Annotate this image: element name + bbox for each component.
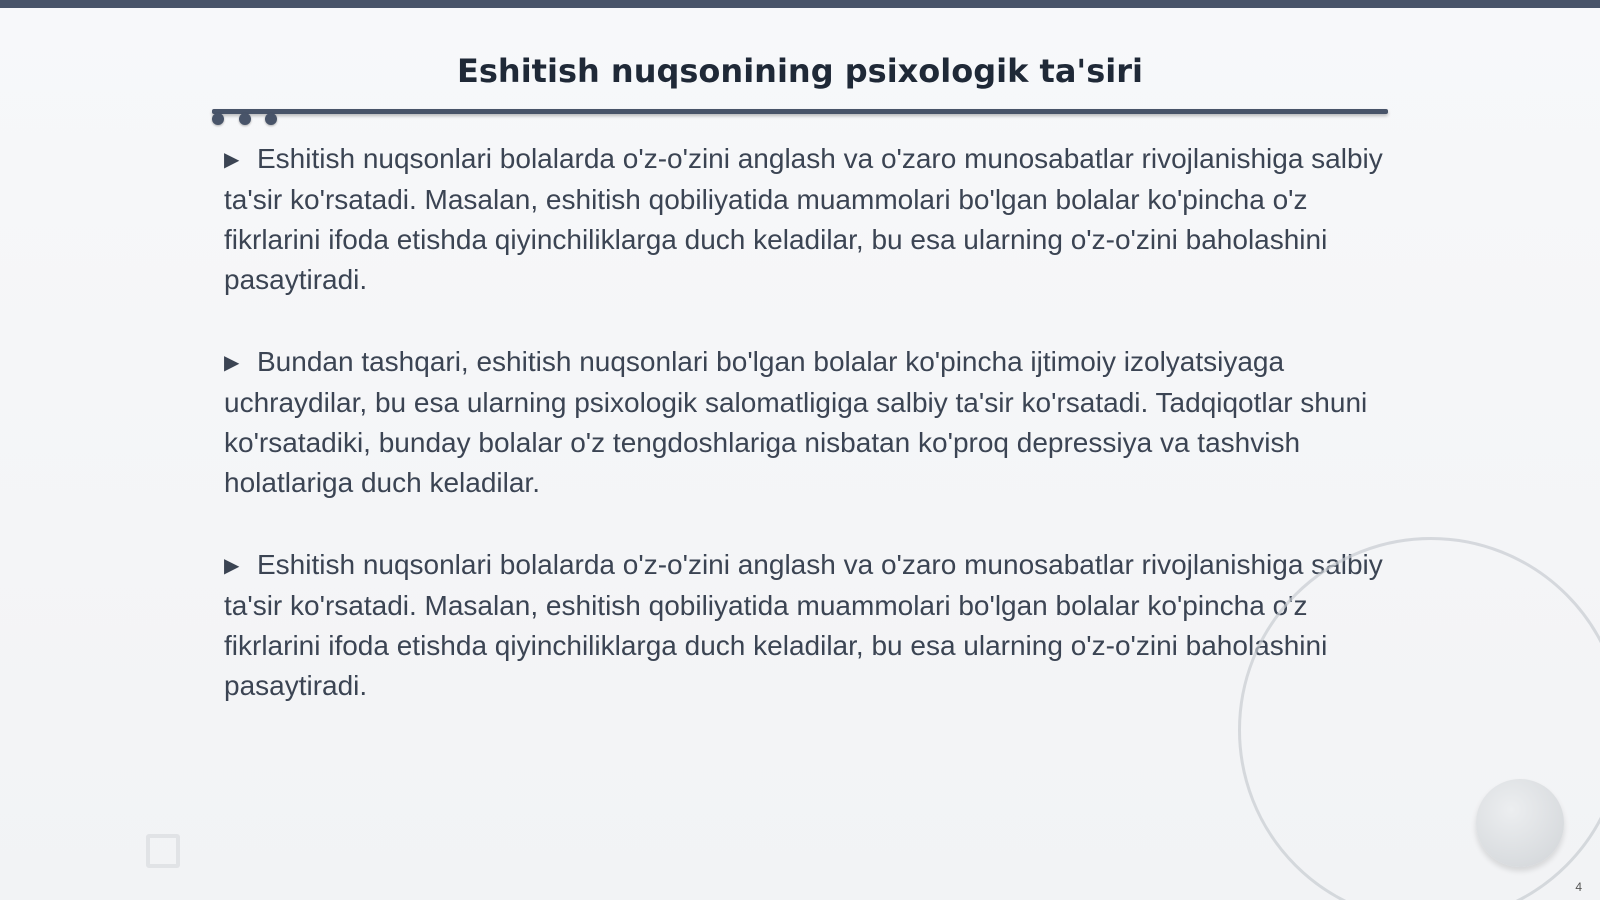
bullet-text: Eshitish nuqsonlari bolalarda o'z-o'zini anglash va o'zaro munosabatlar rivojlanishiga salbiy ta'sir ko'rsatadi. Masalan, eshitish qobiliyatida muammolari bo'lgan bolalar ko'pincha o'z fikrlarini ifoda etishda qiyinchiliklarga duch keladilar, bu esa ularning o'z-o'zini baholashini pasaytiradi. xyxy=(224,549,1383,701)
bullet-item xyxy=(224,139,1384,300)
triangle-right-icon: ▶ xyxy=(224,555,240,577)
triangle-right-icon: ▶ xyxy=(224,149,240,171)
page-number: 4 xyxy=(1575,880,1582,894)
bullet-item xyxy=(224,545,1384,706)
title-underline xyxy=(212,109,1388,114)
rule-dot-3 xyxy=(265,113,277,125)
slide-title: Eshitish nuqsonining psixologik ta'siri xyxy=(457,52,1143,90)
rule-dot-1 xyxy=(212,113,224,125)
bullet-item xyxy=(224,342,1384,503)
top-accent-bar xyxy=(0,0,1600,8)
triangle-right-icon: ▶ xyxy=(224,352,240,374)
bullet-list xyxy=(224,139,1384,748)
rule-dot-2 xyxy=(239,113,251,125)
bullet-text: Bundan tashqari, eshitish nuqsonlari bo'lgan bolalar ko'pincha ijtimoiy izolyatsiyaga uchraydilar, bu esa ularning psixologik salomatligiga salbiy ta'sir ko'rsatadi. Tadqiqotlar shuni ko'rsatadiki, bunday bolalar o'z tengdoshlariga nisbatan ko'proq depressiya va tashvish holatlariga duch keladilar. xyxy=(224,346,1368,498)
decorative-circle xyxy=(1476,779,1564,867)
bullet-text: Eshitish nuqsonlari bolalarda o'z-o'zini anglash va o'zaro munosabatlar rivojlanishiga salbiy ta'sir ko'rsatadi. Masalan, eshitish qobiliyatida muammolari bo'lgan bolalar ko'pincha o'z fikrlarini ifoda etishda qiyinchiliklarga duch keladilar, bu esa ularning o'z-o'zini baholashini pasaytiradi. xyxy=(224,143,1383,295)
decorative-square xyxy=(146,834,180,868)
